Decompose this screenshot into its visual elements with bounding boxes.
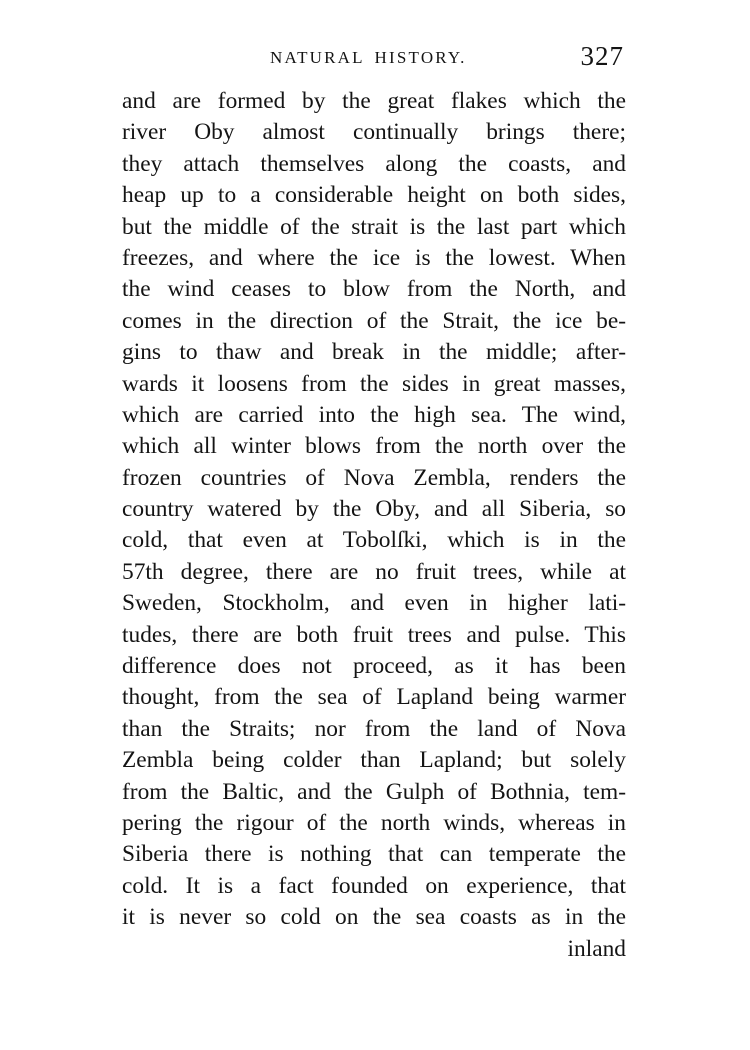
text-line: freezes, and where the ice is the lowest. When: [122, 244, 626, 271]
text-line: cold. It is a fact founded on experience, that: [122, 872, 626, 899]
text-line: and are formed by the great flakes which the: [122, 88, 626, 114]
text-line: it is never so cold on the sea coasts as in the: [122, 904, 626, 931]
running-title: NATURAL HISTORY.: [270, 48, 467, 67]
text-line: frozen countries of Nova Zembla, renders the: [122, 464, 626, 491]
text-line: from the Baltic, and the Gulph of Bothnia, tem-: [122, 778, 626, 805]
text-line: wards it loosens from the sides in great masses,: [122, 370, 626, 397]
text-line: gins to thaw and break in the middle; after-: [122, 339, 626, 366]
text-line: thought, from the sea of Lapland being warmer: [122, 684, 626, 711]
text-line: 57th degree, there are no fruit trees, while at: [122, 558, 626, 585]
text-line: pering the rigour of the north winds, whereas in: [122, 809, 626, 836]
text-line: Siberia there is nothing that can temperate the: [122, 841, 626, 868]
catchword: inland: [567, 935, 626, 962]
text-line: tudes, there are both fruit trees and pulse. This: [122, 621, 626, 648]
text-line: comes in the direction of the Strait, the ice be-: [122, 307, 626, 334]
text-line: which are carried into the high sea. The wind,: [122, 401, 626, 428]
text-line: Sweden, Stockholm, and even in higher lati-: [122, 590, 626, 617]
text-line: heap up to a considerable height on both sides,: [122, 182, 626, 209]
body-text: [122, 86, 626, 965]
text-line: Zembla being colder than Lapland; but solely: [122, 747, 626, 774]
text-line: difference does not proceed, as it has been: [122, 653, 626, 680]
text-line: than the Straits; nor from the land of Nova: [122, 715, 626, 742]
text-line: they attach themselves along the coasts, and: [122, 150, 626, 177]
text-line: cold, that even at Tobolſki, which is in the: [122, 527, 626, 554]
text-line: the wind ceases to blow from the North, and: [122, 276, 626, 303]
running-head: [122, 41, 626, 76]
text-line: river Oby almost continually brings there;: [122, 119, 626, 146]
text-line: country watered by the Oby, and all Siberia, so: [122, 496, 626, 523]
page-number: 327: [580, 41, 624, 71]
text-line: but the middle of the strait is the last part which: [122, 213, 626, 240]
text-line: which all winter blows from the north over the: [122, 433, 626, 460]
